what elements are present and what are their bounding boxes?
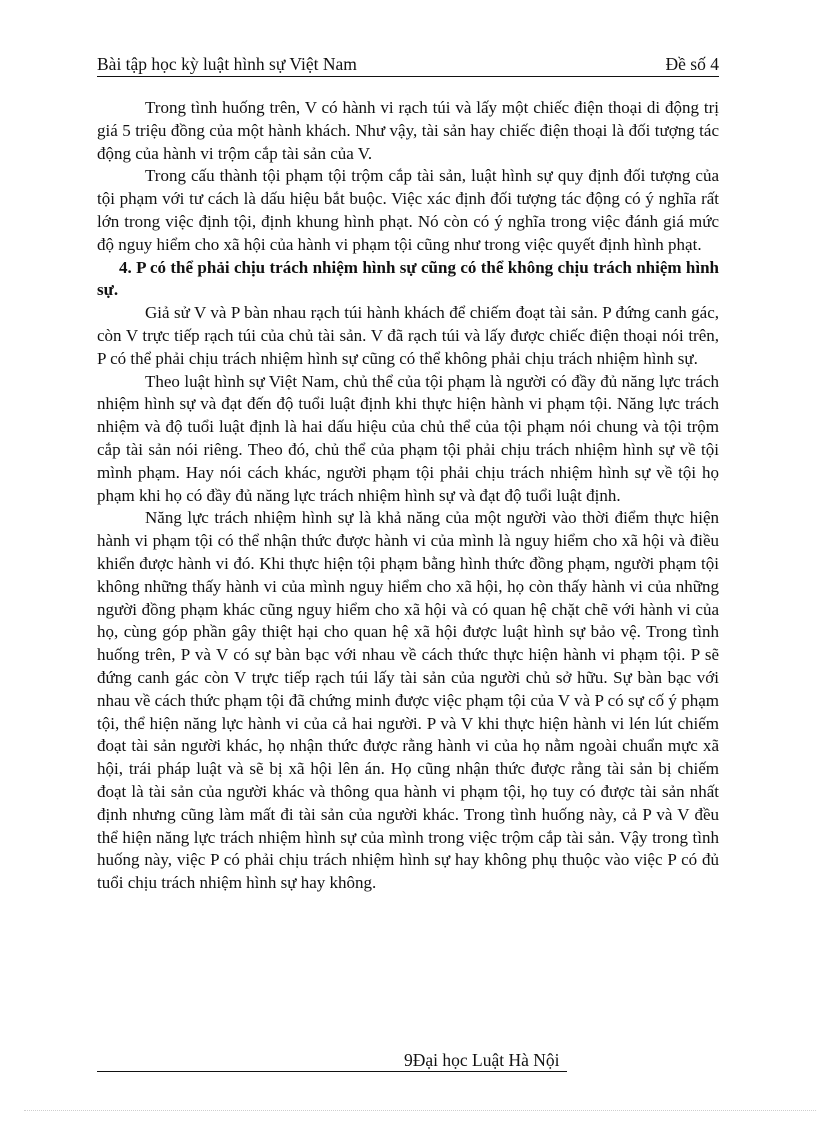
page-header (97, 52, 719, 77)
paragraph-object-significance: Trong cấu thành tội phạm tội trộm cắp tài sản, luật hình sự quy định đối tượng của tội phạm với tư cách là dấu hiệu bắt buộc. Việc xác định đối tượng tác động có ý nghĩa rất lớn trong việc định tội, định khung hình phạt. Nó còn có ý nghĩa trong việc đánh giá mức độ nguy hiểm cho xã hội của hành vi phạm tội cũng như trong việc quyết định hình phạt. (97, 166, 719, 254)
header-exam-number: Đề số 4 (665, 54, 719, 74)
paragraph-object-of-crime: Trong tình huống trên, V có hành vi rạch túi và lấy một chiếc điện thoại di động trị giá 5 triệu đồng của một hành khách. Như vậy, tài sản hay chiếc điện thoại là đối tượng tác động của hành vi trộm cắp tài sản của V. (97, 98, 719, 163)
paragraph-subject-of-crime: Theo luật hình sự Việt Nam, chủ thể của tội phạm là người có đầy đủ năng lực trách nhiệm hình sự và đạt đến độ tuổi luật định khi thực hiện hành vi phạm tội. Năng lực trách nhiệm và độ tuổi luật định là hai dấu hiệu của chủ thể của tội phạm nói chung và tội trộm cắp tài sản nói riêng. Theo đó, chủ thể của phạm tội phải chịu trách nhiệm hình sự về tội mình phạm. Hay nói cách khác, người phạm tội phải chịu trách nhiệm hình sự về tội họ phạm khi họ có đầy đủ năng lực trách nhiệm hình sự và đạt độ tuổi luật định. (97, 371, 719, 505)
header-course-title: Bài tập học kỳ luật hình sự Việt Nam (97, 54, 357, 74)
page-boundary-dotted-line (24, 1110, 816, 1111)
section-heading-4: 4. P có thể phải chịu trách nhiệm hình sự cũng có thể không chịu trách nhiệm hình sự. (97, 257, 719, 300)
paragraph-hypothesis: Giả sử V và P bàn nhau rạch túi hành khách để chiếm đoạt tài sản. P đứng canh gác, còn V trực tiếp rạch túi của chủ tài sản. V đã rạch túi và lấy được chiếc điện thoại nói trên, P có thể phải chịu trách nhiệm hình sự cũng có thể không phải chịu trách nhiệm hình sự. (97, 303, 719, 368)
document-body (97, 97, 719, 895)
page-footer-university: 9Đại học Luật Hà Nội (404, 1050, 560, 1070)
paragraph-criminal-capacity: Năng lực trách nhiệm hình sự là khả năng của một người vào thời điểm thực hiện hành vi phạm tội có thể nhận thức được hành vi của mình là nguy hiểm cho xã hội và điều khiển được hành vi đó. Khi thực hiện tội phạm bằng hình thức đồng phạm, người phạm tội không những thấy hành vi của mình nguy hiểm cho xã hội, họ còn thấy hành vi của những người đồng phạm khác cũng nguy hiểm cho xã hội và có quan hệ chặt chẽ với hành vi của họ, cùng góp phần gây thiệt hại cho quan hệ xã hội được luật hình sự bảo vệ. Trong tình huống trên, P và V có sự bàn bạc với nhau về cách thức thực hiện hành vi phạm tội. P sẽ đứng canh gác còn V trực tiếp rạch túi lấy tài sản của người chủ sở hữu. Sự bàn bạc với nhau về cách thức phạm tội đã chứng minh được việc phạm tội của V và P có sự cố ý phạm tội, thể hiện năng lực hành vi của cả hai người. P và V khi thực hiện hành vi lén lút chiếm đoạt tài sản người khác, họ nhận thức được rằng hành vi của họ nằm ngoài chuẩn mực xã hội, trái pháp luật và sẽ bị xã hội lên án. Họ cũng nhận thức được rằng tài sản bị chiếm đoạt là tài sản của người khác và thông qua hành vi phạm tội, họ tuy có được tài sản nhất định nhưng cũng làm mất đi tài sản của người khác. Trong tình huống này, cả P và V đều thể hiện năng lực trách nhiệm hình sự của mình trong việc trộm cắp tài sản. Vậy trong tình huống này, việc P có phải chịu trách nhiệm hình sự hay không phụ thuộc vào việc P có đủ tuổi chịu trách nhiệm hình sự hay không. (97, 508, 719, 893)
footer-divider (97, 1071, 567, 1072)
